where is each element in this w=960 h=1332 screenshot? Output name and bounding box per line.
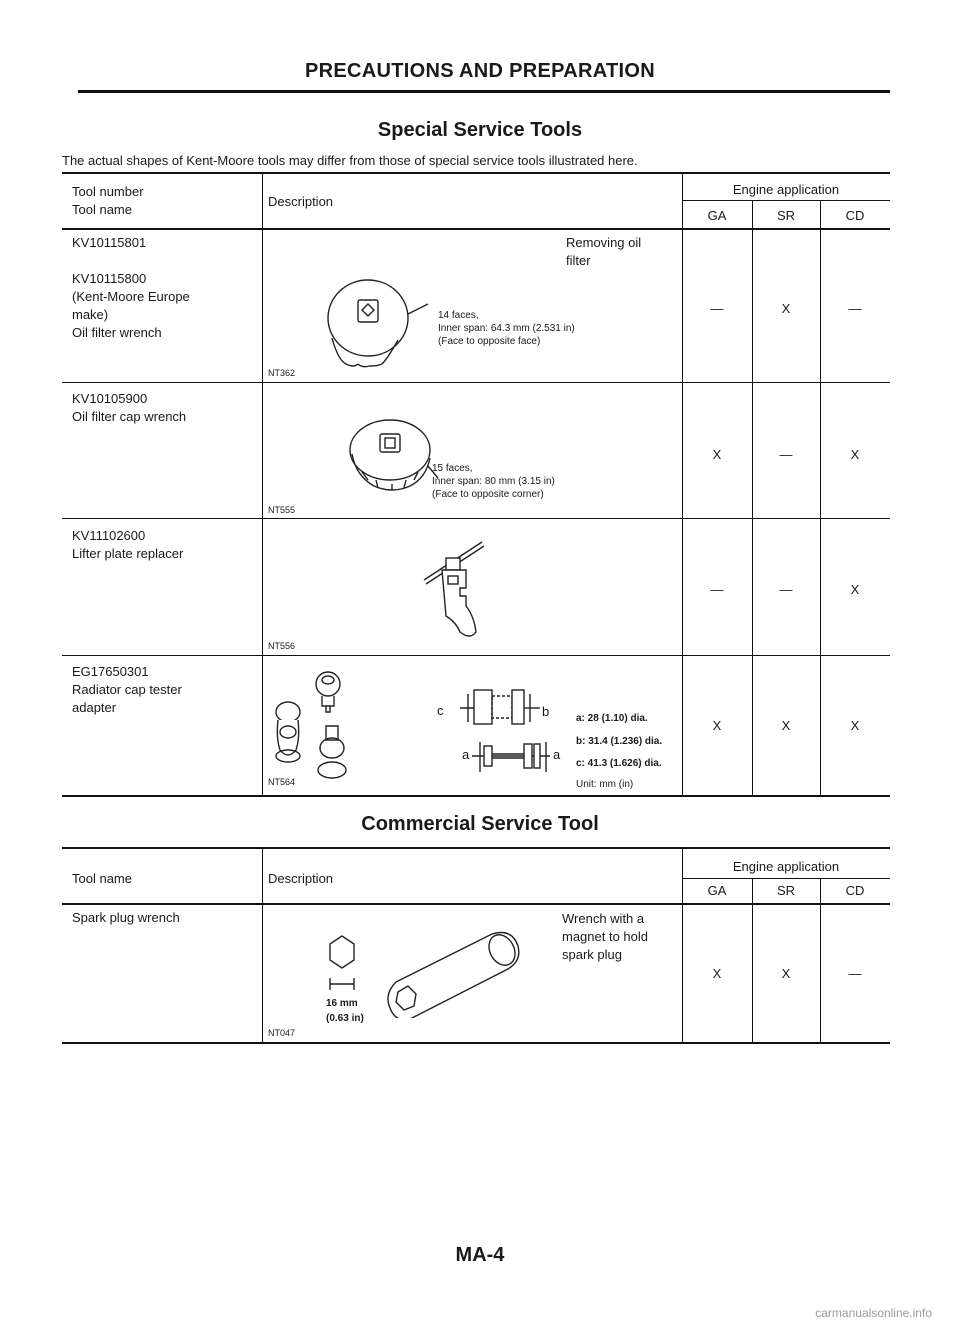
table2-col-divider-ga bbox=[752, 878, 753, 1043]
tool-cell-radiator-cap-tester-adapter: EG17650301 Radiator cap tester adapter bbox=[72, 664, 182, 715]
table2-col-divider-engine bbox=[682, 847, 683, 1043]
col-divider-sr bbox=[820, 200, 821, 796]
radiator-adapter-dimension-diagram bbox=[450, 680, 570, 780]
table2-col-divider-sr bbox=[820, 878, 821, 1043]
row3-ga: — bbox=[710, 582, 724, 597]
col-divider-desc bbox=[262, 172, 263, 796]
table-header-rule bbox=[62, 228, 890, 230]
table2-row-sr: X bbox=[781, 966, 791, 981]
row3-cd: X bbox=[850, 582, 860, 597]
code-nt555: NT555 bbox=[268, 505, 296, 515]
col-header-description: Description bbox=[268, 194, 334, 209]
radiator-adapter-illustration bbox=[270, 668, 360, 784]
table2-row-ga: X bbox=[712, 966, 722, 981]
table2-col-divider-desc bbox=[262, 847, 263, 1043]
engine-ga-header: GA bbox=[707, 208, 727, 223]
code-nt362: NT362 bbox=[268, 368, 296, 378]
table2-col-header-tool: Tool name bbox=[72, 871, 132, 886]
row4-ga: X bbox=[712, 718, 722, 733]
row-divider-3 bbox=[62, 655, 890, 656]
special-tools-intro: The actual shapes of Kent-Moore tools may differ from those of special service tools illustrated here. bbox=[62, 153, 638, 168]
row1-ga: — bbox=[710, 301, 724, 316]
row4-sr: X bbox=[781, 718, 791, 733]
row4-cd: X bbox=[850, 718, 860, 733]
col-divider-ga bbox=[752, 200, 753, 796]
col-header-engine: Engine application bbox=[732, 182, 840, 197]
table2-row-cd: — bbox=[848, 966, 862, 981]
table2-col-header-engine: Engine application bbox=[732, 859, 840, 874]
table-bottom-rule bbox=[62, 795, 890, 797]
desc-text-oil-filter: Removing oil filter bbox=[566, 235, 642, 268]
dimension-a: a: 28 (1.10) dia. bbox=[576, 713, 648, 724]
code-nt564: NT564 bbox=[268, 777, 296, 787]
code-nt047: NT047 bbox=[268, 1028, 296, 1038]
engine-subheader-rule bbox=[682, 200, 890, 201]
tool-cell-spark-plug-wrench: Spark plug wrench bbox=[72, 910, 180, 925]
dimension-label-a-left: a bbox=[462, 747, 470, 762]
oil-filter-wrench-note: 14 faces, Inner span: 64.3 mm (2.531 in) (Face to opposite face) bbox=[438, 310, 575, 347]
table2-engine-cd-header: CD bbox=[845, 883, 865, 898]
spark-plug-size: 16 mm (0.63 in) bbox=[326, 998, 364, 1024]
table2-engine-ga-header: GA bbox=[707, 883, 727, 898]
engine-cd-header: CD bbox=[845, 208, 865, 223]
table2-header-rule bbox=[62, 903, 890, 905]
lifter-plate-replacer-illustration bbox=[416, 536, 496, 644]
table2-engine-sr-header: SR bbox=[776, 883, 796, 898]
desc-text-spark-plug-wrench: Wrench with a magnet to hold spark plug bbox=[562, 911, 649, 962]
col-divider-engine bbox=[682, 172, 683, 796]
row1-sr: X bbox=[781, 301, 791, 316]
row2-cd: X bbox=[850, 447, 860, 462]
table2-top-rule bbox=[62, 847, 890, 849]
row1-cd: — bbox=[848, 301, 862, 316]
tool-cell-oil-filter-wrench: KV10115801 KV10115800 (Kent-Moore Europe make) Oil filter wrench bbox=[72, 235, 190, 340]
special-tools-title: Special Service Tools bbox=[377, 119, 583, 141]
table2-bottom-rule bbox=[62, 1042, 890, 1044]
code-nt556: NT556 bbox=[268, 641, 296, 651]
dimension-unit: Unit: mm (in) bbox=[576, 779, 634, 790]
engine-sr-header: SR bbox=[776, 208, 796, 223]
col-header-tool: Tool number Tool name bbox=[72, 184, 144, 217]
oil-filter-wrench-illustration bbox=[300, 278, 440, 370]
dimension-b: b: 31.4 (1.236) dia. bbox=[576, 736, 663, 747]
dimension-label-a-right: a bbox=[553, 747, 561, 762]
table-top-rule bbox=[62, 172, 890, 174]
row2-sr: — bbox=[779, 447, 793, 462]
table2-engine-subheader-rule bbox=[682, 878, 890, 879]
row-divider-1 bbox=[62, 382, 890, 383]
oil-filter-cap-wrench-illustration bbox=[340, 414, 440, 494]
row-divider-2 bbox=[62, 518, 890, 519]
row2-ga: X bbox=[712, 447, 722, 462]
page-number: MA-4 bbox=[455, 1244, 505, 1266]
dimension-c: c: 41.3 (1.626) dia. bbox=[576, 758, 662, 769]
dimension-label-b: b bbox=[542, 704, 550, 719]
tool-cell-oil-filter-cap-wrench: KV10105900 Oil filter cap wrench bbox=[72, 391, 187, 424]
watermark: carmanualsonline.info bbox=[815, 1306, 932, 1320]
tool-cell-lifter-plate-replacer: KV11102600 Lifter plate replacer bbox=[72, 528, 184, 561]
dimension-label-c: c bbox=[437, 703, 444, 718]
oil-filter-cap-wrench-note: 15 faces, Inner span: 80 mm (3.15 in) (Face to opposite corner) bbox=[432, 463, 555, 500]
header-rule bbox=[78, 90, 890, 93]
commercial-tool-title: Commercial Service Tool bbox=[361, 813, 599, 835]
page-header: PRECAUTIONS AND PREPARATION bbox=[305, 60, 655, 82]
row3-sr: — bbox=[779, 582, 793, 597]
table2-col-header-description: Description bbox=[268, 871, 334, 886]
